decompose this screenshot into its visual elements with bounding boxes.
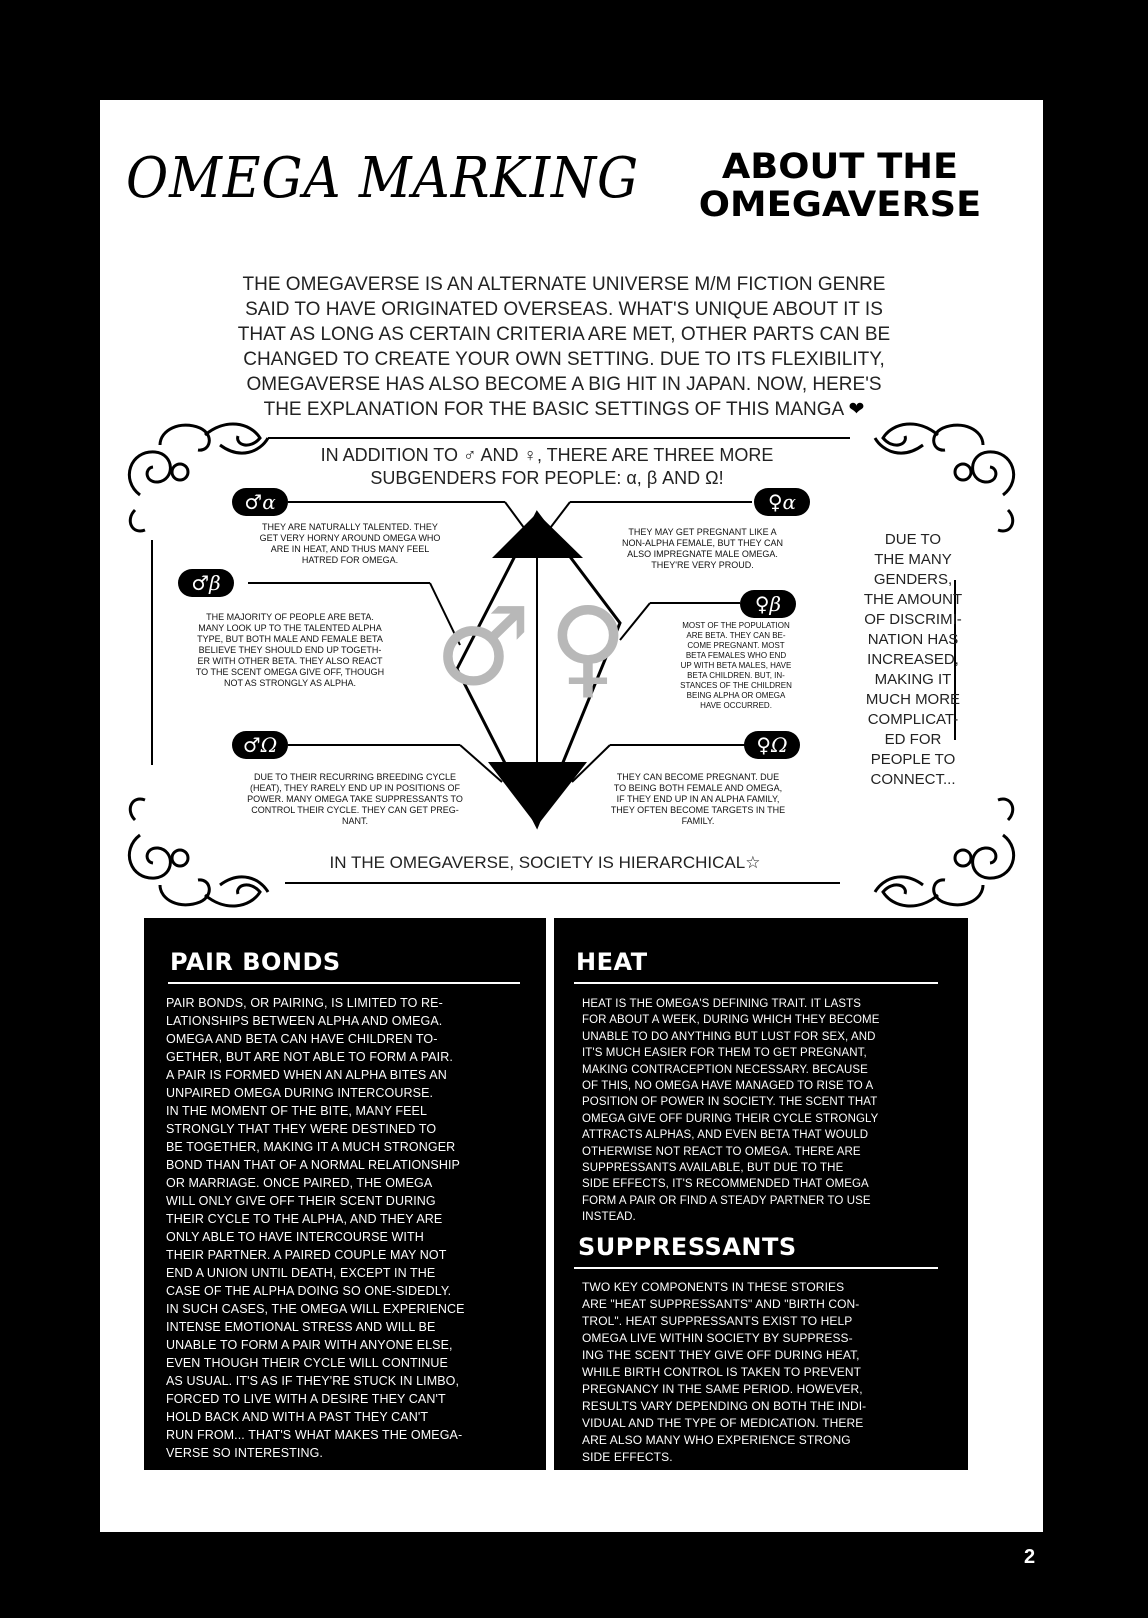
pair-bonds-body: PAIR BONDS, OR PAIRING, IS LIMITED TO RE- LATIONSHIPS BETWEEN ALPHA AND OMEGA. OMEGA AND BETA CAN HAVE CHILDREN TO- GETHER, BUT ARE NOT ABLE TO FORM A PAIR. A PAIR IS FORMED WHEN AN ALPHA BITES AN UNPAIRED OMEGA DURING INTERCOURSE. IN THE MOMENT OF THE BITE, MANY FEEL STRONGLY THAT THEY WERE DESTINED TO BE TOGETHER, MAKING IT A MUCH STRONGER BOND THAN THAT OF A NORMAL RELATIONSHIP OR MARRIAGE. ONCE PAIRED, THE OMEGA WILL ONLY GIVE OFF THEIR SCENT DURING THEIR CYCLE TO THE ALPHA, AND THEY ARE ONLY ABLE TO HAVE INTERCOURSE WITH THEIR PARTNER. A PAIRED COUPLE MAY NOT END A UNION UNTIL DEATH, EXCEPT IN THE CASE OF THE ALPHA DOING SO ONE-SIDEDLY. IN SUCH CASES, THE OMEGA WILL EXPERIENCE INTENSE EMOTIONAL STRESS AND WILL BE UNABLE TO FORM A PAIR WITH ANYONE ELSE, EVEN THOUGH THEIR CYCLE WILL CONTINUE AS USUAL. IT'S AS IF THEY'RE STUCK IN LIMBO, FORCED TO LIVE WITH A DESIRE THEY CAN'T HOLD BACK AND WITH A PAST THEY CAN'T RUN FROM... THAT'S WHAT MAKES THE OMEGA- VERSE SO INTERESTING.	[166, 996, 465, 1460]
heart-icon: ❤	[848, 399, 865, 420]
pair-bonds-heading: PAIR BONDS	[170, 948, 341, 976]
label-male-omega: ♂Ω	[232, 731, 288, 759]
diagram-top-caption: IN ADDITION TO ♂ AND ♀, THERE ARE THREE MORE SUBGENDERS FOR PEOPLE: α, β AND Ω!	[320, 445, 774, 488]
desc-female-beta: MOST OF THE POPULATION ARE BETA. THEY CAN BE- COME PREGNANT. MOST BETA FEMALES WHO END UP WITH BETA MALES, HAVE BETA CHILDREN. BUT, IN- STANCES OF THE CHILDREN BEING ALPHA OR OMEGA HAVE OCCURRED.	[680, 621, 792, 710]
desc-male-omega: DUE TO THEIR RECURRING BREEDING CYCLE (HEAT), THEY RARELY END UP IN POSITIONS OF POWER. MANY OMEGA TAKE SUPPRESSANTS TO CONTROL THEIR CYCLE. THEY CAN GET PREG- NANT.	[247, 772, 463, 826]
label-female-beta: ♀β	[740, 590, 796, 618]
side-note: DUE TO THE MANY GENDERS, THE AMOUNT OF DISCRIMI- NATION HAS INCREASED, MAKING IT MUCH MORE COMPLICAT- ED FOR PEOPLE TO CONNECT...	[863, 531, 963, 788]
intro-text: THE OMEGAVERSE IS AN ALTERNATE UNIVERSE M/M FICTION GENRE SAID TO HAVE ORIGINATED OVERSEAS. WHAT'S UNIQUE ABOUT IT IS THAT AS LONG AS CERTAIN CRITERIA ARE MET, OTHER PARTS CAN BE CHANGED TO CREATE YOUR OWN SETTING. DUE TO ITS FLEXIBILITY, OMEGAVERSE HAS ALSO BECOME A BIG HIT IN JAPAN. NOW, HERE'S THE EXPLANATION FOR THE BASIC SETTINGS OF THIS MANGA	[237, 274, 891, 420]
female-symbol: ♀	[548, 585, 628, 710]
heat-body: HEAT IS THE OMEGA'S DEFINING TRAIT. IT LASTS FOR ABOUT A WEEK, DURING WHICH THEY BECOME UNABLE TO DO ANYTHING BUT LUST FOR SEX, AND IT'S MUCH EASIER FOR THEM TO GET PREGNANT, MAKING CONTRACEPTION NECESSARY. BECAUSE OF THIS, NO OMEGA HAVE MANAGED TO RISE TO A POSITION OF POWER IN SOCIETY. THE SCENT THAT OMEGA GIVE OFF DURING THEIR CYCLE STRONGLY ATTRACTS ALPHAS, AND EVEN BETA THAT WOULD OTHERWISE NOT REACT TO OMEGA. THERE ARE SUPPRESSANTS AVAILABLE, BUT DUE TO THE SIDE EFFECTS, IT'S RECOMMENDED THAT OMEGA FORM A PAIR OR FIND A STEADY PARTNER TO USE INSTEAD.	[582, 998, 880, 1224]
section-title-text: ABOUT THE OMEGAVERSE	[698, 147, 982, 225]
suppressants-heading: SUPPRESSANTS	[578, 1233, 797, 1261]
heat-panel	[554, 918, 968, 1470]
page-number: 2	[1024, 1546, 1036, 1568]
suppressants-body: TWO KEY COMPONENTS IN THESE STORIES ARE "HEAT SUPPRESSANTS" AND "BIRTH CON- TROL". HEAT SUPPRESSANTS EXIST TO HELP OMEGA LIVE WITHIN SOCIETY BY SUPPRESS- ING THE SCENT THEY GIVE OFF DURING HEAT, WHILE BIRTH CONTROL IS TAKEN TO PREVENT PREGNANCY IN THE SAME PERIOD. HOWEVER, RESULTS VARY DEPENDING ON BOTH THE INDI- VIDUAL AND THE TYPE OF MEDICATION. THERE ARE ALSO MANY WHO EXPERIENCE STRONG SIDE EFFECTS.	[582, 1280, 867, 1464]
pair-bonds-panel	[144, 918, 546, 1470]
heat-rule	[574, 982, 938, 984]
label-male-beta: ♂β	[178, 569, 234, 597]
brand-title: OMEGA MARKING	[126, 146, 640, 211]
desc-female-omega: THEY CAN BECOME PREGNANT. DUE TO BEING BOTH FEMALE AND OMEGA, IF THEY END UP IN AN ALPHA FAMILY, THEY OFTEN BECOME TARGETS IN THE FAMILY.	[610, 772, 786, 826]
desc-female-alpha: THEY MAY GET PREGNANT LIKE A NON-ALPHA FEMALE, BUT THEY CAN ALSO IMPREGNATE MALE OMEGA. THEY'RE VERY PROUD.	[621, 527, 784, 570]
flourish-top-right	[875, 424, 1014, 531]
diagram-bottom-caption: IN THE OMEGAVERSE, SOCIETY IS HIERARCHICAL☆	[329, 853, 761, 872]
heat-heading: HEAT	[576, 948, 648, 976]
suppressants-rule	[574, 1267, 938, 1269]
desc-male-beta: THE MAJORITY OF PEOPLE ARE BETA. MANY LOOK UP TO THE TALENTED ALPHA TYPE, BUT BOTH MALE AND FEMALE BETA BELIEVE THEY SHOULD END UP TOGETH- ER WITH OTHER BETA. THEY ALSO REACT TO THE SCENT OMEGA GIVE OFF, THOUGH NOT AS STRONGLY AS ALPHA.	[195, 612, 385, 688]
pair-bonds-rule	[168, 982, 520, 984]
manga-page	[100, 100, 1043, 1532]
male-symbol: ♂	[434, 585, 532, 710]
flourish-bottom-right	[875, 799, 1014, 906]
desc-male-alpha: THEY ARE NATURALLY TALENTED. THEY GET VERY HORNY AROUND OMEGA WHO ARE IN HEAT, AND THUS MANY FEEL HATRED FOR OMEGA.	[259, 522, 441, 565]
label-female-omega: ♀Ω	[744, 731, 800, 759]
label-male-alpha: ♂α	[232, 488, 288, 516]
label-female-alpha: ♀α	[754, 488, 810, 516]
